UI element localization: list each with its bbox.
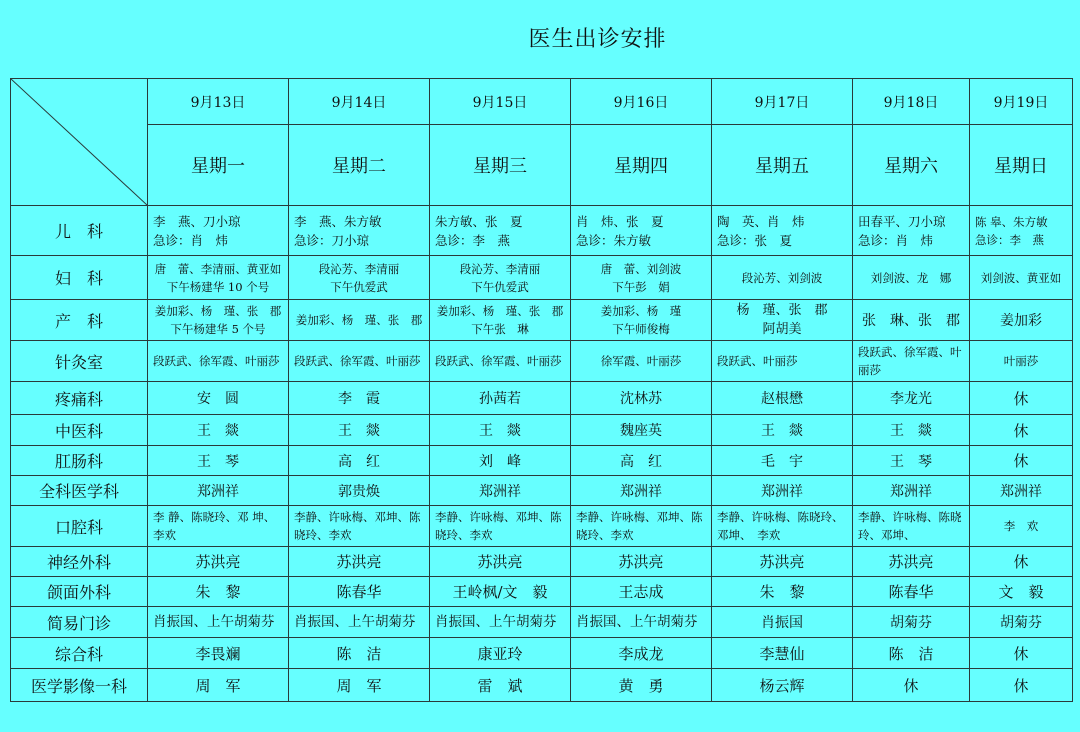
weekday-cell: 星期一 [148, 125, 289, 206]
schedule-cell: 郑洲祥 [970, 476, 1073, 506]
schedule-table [10, 78, 1073, 702]
schedule-cell: 刘剑波、黄亚如 [970, 256, 1073, 300]
schedule-cell: 徐军霞、叶丽莎 [571, 341, 712, 382]
cell-line: 急诊：刀小琼 [294, 232, 370, 248]
cell-line: 邓坤、 李欢 [717, 528, 781, 542]
schedule-cell: 李成龙 [571, 638, 712, 669]
schedule-cell: 休 [970, 415, 1073, 446]
table-row [11, 382, 1073, 415]
schedule-cell: 苏洪亮 [712, 547, 853, 577]
weekday-cell: 星期五 [712, 125, 853, 206]
department-label: 妇 科 [11, 256, 148, 300]
department-label: 儿 科 [11, 206, 148, 256]
schedule-cell [430, 506, 571, 547]
schedule-cell [289, 256, 430, 300]
schedule-cell: 苏洪亮 [430, 547, 571, 577]
cell-line: 姜加彩、杨 瑾、张 郡 [436, 304, 564, 318]
schedule-cell: 康亚玲 [430, 638, 571, 669]
schedule-cell: 王 燚 [853, 415, 970, 446]
schedule-cell: 周 军 [289, 669, 430, 702]
schedule-cell: 肖振国、上午胡菊芬 [148, 607, 289, 638]
schedule-cell: 休 [853, 669, 970, 702]
schedule-cell: 休 [970, 382, 1073, 415]
schedule-cell [853, 341, 970, 382]
schedule-cell: 沈林苏 [571, 382, 712, 415]
schedule-cell: 陈 洁 [853, 638, 970, 669]
cell-line: 李静、许咏梅、邓坤、陈 [435, 510, 562, 524]
date-cell: 9月19日 [970, 79, 1073, 125]
schedule-cell: 陈春华 [289, 577, 430, 607]
date-row [11, 79, 1073, 125]
weekday-cell: 星期四 [571, 125, 712, 206]
cell-line: 急诊：李 燕 [435, 232, 511, 248]
schedule-cell: 朱 黎 [712, 577, 853, 607]
schedule-cell: 李龙光 [853, 382, 970, 415]
department-label: 针灸室 [11, 341, 148, 382]
date-cell: 9月15日 [430, 79, 571, 125]
weekday-row [11, 125, 1073, 206]
schedule-cell: 段沁芳、刘剑波 [712, 256, 853, 300]
table-row [11, 577, 1073, 607]
schedule-cell: 张 琳、张 郡 [853, 300, 970, 341]
table-row [11, 446, 1073, 476]
weekday-cell: 星期日 [970, 125, 1073, 206]
department-label: 口腔科 [11, 506, 148, 547]
schedule-cell [571, 300, 712, 341]
schedule-cell: 毛 宇 [712, 446, 853, 476]
schedule-cell: 肖振国 [712, 607, 853, 638]
schedule-cell: 王岭枫/文 毅 [430, 577, 571, 607]
schedule-cell: 李畏斓 [148, 638, 289, 669]
schedule-cell: 段跃武、徐军霞、叶丽莎 [430, 341, 571, 382]
cell-line: 李静、许咏梅、陈晓 [858, 510, 962, 524]
table-row [11, 607, 1073, 638]
schedule-cell: 郑洲祥 [148, 476, 289, 506]
schedule-cell: 姜加彩、杨 瑾、张 郡 [289, 300, 430, 341]
weekday-cell: 星期二 [289, 125, 430, 206]
schedule-cell: 王 燚 [430, 415, 571, 446]
schedule-cell: 雷 斌 [430, 669, 571, 702]
diagonal-line [11, 79, 147, 205]
schedule-cell: 文 毅 [970, 577, 1073, 607]
schedule-cell: 周 军 [148, 669, 289, 702]
schedule-cell: 姜加彩 [970, 300, 1073, 341]
schedule-cell: 王志成 [571, 577, 712, 607]
cell-line: 陶 英、肖 炜 [717, 213, 805, 229]
schedule-cell: 胡菊芬 [970, 607, 1073, 638]
table-row [11, 415, 1073, 446]
schedule-cell: 段跃武、徐军霞、叶丽莎 [289, 341, 430, 382]
cell-line: 李欢 [153, 528, 176, 542]
table-row [11, 256, 1073, 300]
weekday-cell: 星期三 [430, 125, 571, 206]
schedule-cell [148, 256, 289, 300]
schedule-cell: 王 燚 [289, 415, 430, 446]
schedule-cell: 朱 黎 [148, 577, 289, 607]
table-row [11, 476, 1073, 506]
table-row [11, 638, 1073, 669]
department-label: 综合科 [11, 638, 148, 669]
schedule-cell: 王 燚 [148, 415, 289, 446]
cell-line: 下午仇爱武 [330, 279, 388, 294]
cell-line: 唐 蕾、李清丽、黄亚如 [154, 261, 282, 276]
schedule-cell: 休 [970, 638, 1073, 669]
schedule-cell: 肖振国、上午胡菊芬 [430, 607, 571, 638]
schedule-cell [970, 206, 1073, 256]
cell-line: 肖 炜、张 夏 [576, 213, 664, 229]
schedule-cell [571, 256, 712, 300]
cell-line: 段跃武、徐军霞、叶 [858, 345, 962, 359]
cell-line: 下午师俊梅 [612, 322, 670, 336]
schedule-cell: 休 [970, 446, 1073, 476]
date-cell: 9月18日 [853, 79, 970, 125]
cell-line: 急诊：朱方敏 [576, 232, 652, 248]
cell-line: 急诊：李 燕 [975, 232, 1044, 247]
table-row [11, 506, 1073, 547]
schedule-cell: 高 红 [289, 446, 430, 476]
schedule-cell [148, 506, 289, 547]
cell-line: 李 燕、朱方敏 [294, 213, 382, 229]
cell-line: 下午仇爱武 [471, 279, 529, 294]
date-cell: 9月14日 [289, 79, 430, 125]
department-label: 肛肠科 [11, 446, 148, 476]
cell-line: 段沁芳、李清丽 [318, 261, 400, 276]
department-label: 疼痛科 [11, 382, 148, 415]
schedule-cell: 叶丽莎 [970, 341, 1073, 382]
schedule-cell: 苏洪亮 [148, 547, 289, 577]
table-row [11, 669, 1073, 702]
schedule-cell: 安 圆 [148, 382, 289, 415]
schedule-cell [148, 206, 289, 256]
department-label: 医学影像一科 [11, 669, 148, 702]
date-cell: 9月13日 [148, 79, 289, 125]
schedule-cell: 王 琴 [853, 446, 970, 476]
schedule-cell: 刘 峰 [430, 446, 571, 476]
schedule-cell [148, 300, 289, 341]
schedule-cell: 李 欢 [970, 506, 1073, 547]
table-row [11, 300, 1073, 341]
schedule-cell [430, 206, 571, 256]
cell-line: 下午杨建华 5 个号 [170, 322, 266, 336]
department-label: 简易门诊 [11, 607, 148, 638]
cell-line: 杨 瑾、张 郡 [736, 303, 828, 318]
cell-line: 急诊：肖 炜 [858, 232, 934, 248]
schedule-cell: 段跃武、徐军霞、叶丽莎 [148, 341, 289, 382]
cell-line: 姜加彩、杨 瑾、张 郡 [154, 304, 282, 318]
schedule-cell [289, 206, 430, 256]
cell-line: 下午张 琳 [471, 322, 529, 336]
department-label: 中医科 [11, 415, 148, 446]
schedule-cell: 高 红 [571, 446, 712, 476]
cell-line: 陈 皋、朱方敏 [975, 214, 1048, 229]
schedule-cell: 段跃武、叶丽莎 [712, 341, 853, 382]
department-label: 产 科 [11, 300, 148, 341]
schedule-cell: 郑洲祥 [571, 476, 712, 506]
schedule-cell: 郑洲祥 [430, 476, 571, 506]
schedule-cell: 杨云辉 [712, 669, 853, 702]
cell-line: 下午杨建华 10 个号 [166, 279, 270, 294]
schedule-cell: 肖振国、上午胡菊芬 [289, 607, 430, 638]
schedule-cell: 苏洪亮 [853, 547, 970, 577]
schedule-cell: 郑洲祥 [712, 476, 853, 506]
schedule-cell: 胡菊芬 [853, 607, 970, 638]
cell-line: 晓玲、李欢 [294, 528, 352, 542]
department-label: 全科医学科 [11, 476, 148, 506]
schedule-cell [712, 206, 853, 256]
schedule-cell: 郭贵焕 [289, 476, 430, 506]
cell-line: 李静、许咏梅、邓坤、陈 [576, 510, 703, 524]
cell-line: 唐 蕾、刘剑波 [600, 261, 682, 276]
table-row [11, 206, 1073, 256]
schedule-cell [853, 506, 970, 547]
cell-line: 李 燕、刀小琼 [153, 213, 241, 229]
schedule-cell: 王 琴 [148, 446, 289, 476]
cell-line: 阿胡美 [762, 322, 802, 337]
cell-line: 田春平、刀小琼 [858, 213, 946, 229]
date-cell: 9月17日 [712, 79, 853, 125]
schedule-cell: 李 霞 [289, 382, 430, 415]
department-label: 颌面外科 [11, 577, 148, 607]
schedule-cell [289, 506, 430, 547]
cell-line: 李静、许咏梅、邓坤、陈 [294, 510, 421, 524]
schedule-cell: 郑洲祥 [853, 476, 970, 506]
schedule-cell: 苏洪亮 [289, 547, 430, 577]
schedule-cell [430, 300, 571, 341]
schedule-cell [571, 206, 712, 256]
schedule-cell: 休 [970, 669, 1073, 702]
schedule-cell: 刘剑波、龙 娜 [853, 256, 970, 300]
cell-line: 李静、许咏梅、陈晓玲、 [717, 510, 844, 524]
cell-line: 急诊：肖 炜 [153, 232, 229, 248]
cell-line: 晓玲、李欢 [576, 528, 634, 542]
cell-line: 玲、邓坤、 [858, 528, 916, 542]
cell-line: 朱方敏、张 夏 [435, 213, 523, 229]
table-row [11, 341, 1073, 382]
schedule-cell: 休 [970, 547, 1073, 577]
schedule-cell: 陈 洁 [289, 638, 430, 669]
page-title: 医生出诊安排 [528, 27, 667, 52]
schedule-cell [712, 506, 853, 547]
cell-line: 晓玲、李欢 [435, 528, 493, 542]
cell-line: 急诊：张 夏 [717, 232, 793, 248]
schedule-cell [712, 300, 853, 341]
schedule-cell: 孙茜若 [430, 382, 571, 415]
schedule-cell: 黄 勇 [571, 669, 712, 702]
cell-line: 段沁芳、李清丽 [459, 261, 541, 276]
cell-line: 李 静、陈晓玲、邓 坤、 [153, 510, 276, 524]
schedule-cell: 赵根懋 [712, 382, 853, 415]
cell-line: 下午彭 娟 [612, 279, 670, 294]
corner-cell [11, 79, 148, 206]
schedule-cell: 魏座英 [571, 415, 712, 446]
schedule-cell: 王 燚 [712, 415, 853, 446]
schedule-cell: 李慧仙 [712, 638, 853, 669]
schedule-cell [430, 256, 571, 300]
schedule-cell: 苏洪亮 [571, 547, 712, 577]
weekday-cell: 星期六 [853, 125, 970, 206]
cell-line: 丽莎 [858, 363, 881, 377]
schedule-cell [853, 206, 970, 256]
cell-line: 姜加彩、杨 瑾 [600, 304, 682, 318]
schedule-cell: 肖振国、上午胡菊芬 [571, 607, 712, 638]
date-cell: 9月16日 [571, 79, 712, 125]
schedule-cell: 陈春华 [853, 577, 970, 607]
schedule-cell [571, 506, 712, 547]
table-row [11, 547, 1073, 577]
department-label: 神经外科 [11, 547, 148, 577]
